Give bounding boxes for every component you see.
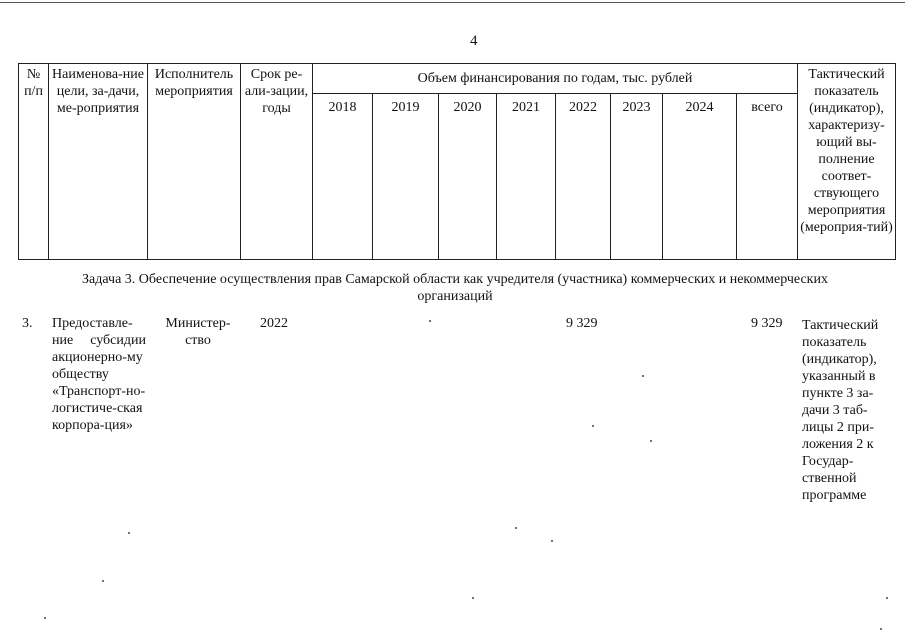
scan-speck [650,440,652,442]
scan-speck [886,597,888,599]
header-year-2018: 2018 [313,94,373,260]
header-term: Срок ре-али-зации, годы [241,64,313,260]
scan-speck [44,617,46,619]
scan-speck [642,375,644,377]
scan-speck [515,527,517,529]
row-value-2022: 9 329 [566,316,598,331]
scan-speck [880,628,882,630]
row-executor: Министер-ство [165,316,231,348]
scan-speck [551,540,553,542]
scan-speck [472,597,474,599]
header-name: Наименова-ние цели, за-дачи, ме-роприятия [49,64,148,260]
header-total: всего [737,94,798,260]
row-number: 3. [22,316,33,331]
header-indicator: Тактический показатель (индикатор), характеризу-ющий вы-полнение соответ-ствующего мероприятия (мероприя-тий) [798,64,896,260]
header-year-2022: 2022 [556,94,611,260]
scan-speck [429,320,431,322]
header-num: № п/п [19,64,49,260]
header-year-2024: 2024 [663,94,737,260]
header-year-2021: 2021 [497,94,556,260]
header-year-2019: 2019 [373,94,439,260]
page-number: 4 [470,33,478,49]
header-year-2020: 2020 [439,94,497,260]
row-total: 9 329 [751,316,783,331]
financing-table-header [18,63,896,260]
task-title: Задача 3. Обеспечение осуществления прав Самарской области как учредителя (участника) коммерческих и некоммерческих организаций [82,272,828,304]
scan-speck [102,580,104,582]
header-year-2023: 2023 [611,94,663,260]
header-financing: Объем финансирования по годам, тыс. рублей [313,64,798,94]
row-term: 2022 [260,316,288,331]
row-activity-name: Предоставле-ние субсидии акционерно-му обществу «Транспорт-но-логистиче-ская корпора-ция» [52,316,146,433]
scan-speck [592,425,594,427]
scan-speck [128,532,130,534]
header-executor: Исполнитель мероприятия [148,64,241,260]
row-indicator: Тактический показатель (индикатор), указанный в пункте 3 за-дачи 3 таб-лицы 2 при-ложения 2 к Государ-ственной программе [802,318,879,503]
top-border-line [0,2,905,3]
